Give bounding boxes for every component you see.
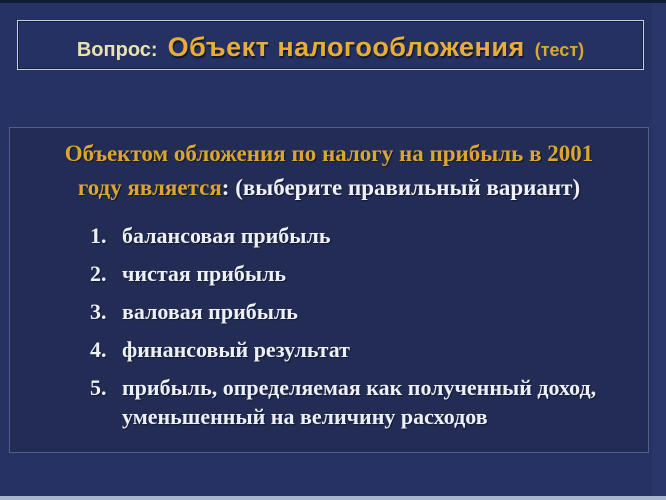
option-number: 3. [90,299,107,324]
slide-right-edge-highlight [652,3,666,496]
option-text: финансовый результат [122,337,350,362]
option-text: чистая прибыль [122,261,287,286]
option-number: 1. [90,223,107,248]
question-line-2: году является: (выберите правильный вариант) [77,175,581,200]
answer-option-3 [90,297,632,326]
question-hint: (выберите правильный вариант) [235,175,581,200]
answer-option-4 [90,335,632,364]
option-number: 4. [90,337,107,362]
slide-title: Объект налогообложения [167,32,525,62]
option-text: прибыль, определяемая как полученный доход, уменьшенный на величину расходов [122,375,597,429]
slide-top-edge [0,0,666,3]
option-number: 2. [90,261,107,286]
question-label: Вопрос: [76,39,158,61]
option-text: валовая прибыль [122,299,298,324]
option-text: балансовая прибыль [122,223,331,248]
question-header-box [17,20,644,70]
slide-bottom-edge [0,496,666,500]
answer-option-2 [90,259,632,288]
answer-option-1 [90,221,632,250]
question-text [10,128,648,205]
answer-options-list [10,221,648,431]
test-tag: (тест) [534,40,585,60]
question-line-1: Объектом обложения по налогу на прибыль в 2001 [64,141,594,166]
answer-option-5 [90,373,632,431]
question-content-box [9,127,649,453]
option-number: 5. [90,375,107,400]
